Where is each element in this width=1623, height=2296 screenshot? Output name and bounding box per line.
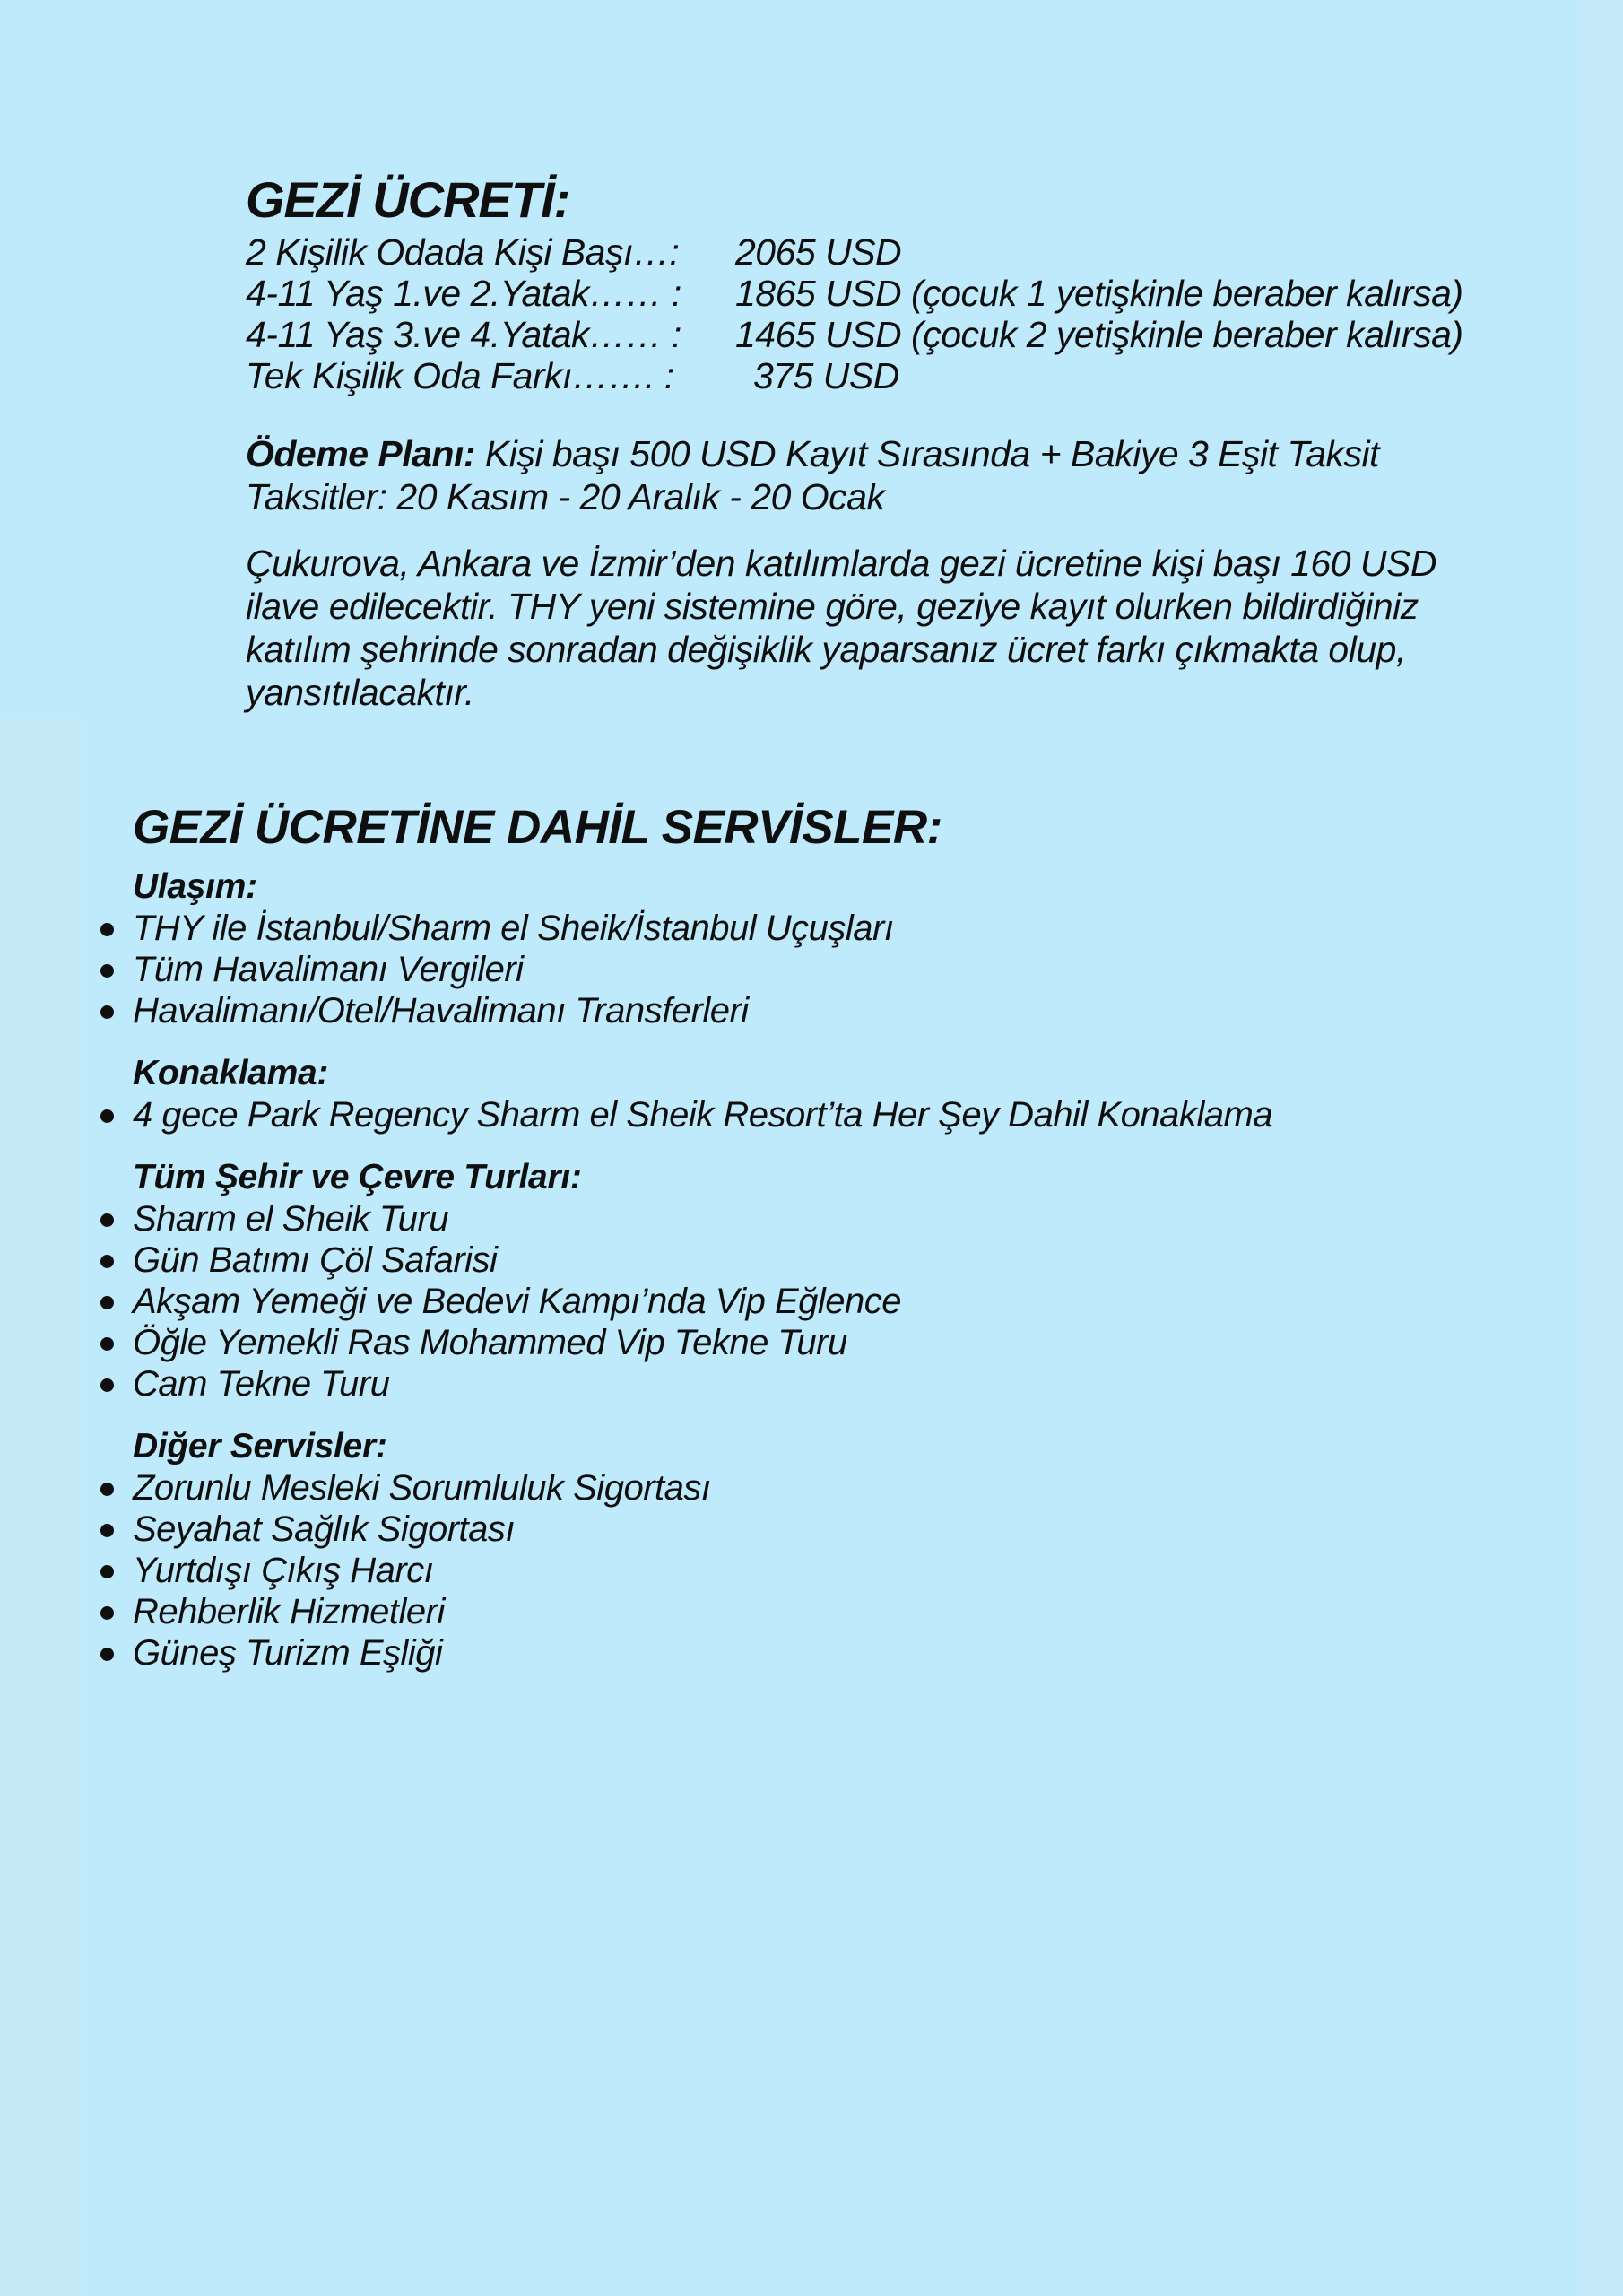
bullet-icon [100,1255,114,1268]
list-item [90,1094,1524,1135]
installments: Taksitler: 20 Kasım - 20 Aralık - 20 Ocak [246,476,885,517]
price-value: 1865 USD (çocuk 1 yetişkinle beraber kalırsa) [735,273,1463,314]
bullet-icon [100,1378,114,1392]
list-item-text: Sharm el Sheik Turu [133,1199,449,1239]
list-item [90,1550,1524,1591]
list-item-text: Rehberlik Hizmetleri [133,1592,445,1631]
services-title: GEZİ ÜCRETİNE DAHİL SERVİSLER: [133,801,942,854]
included-services-section [90,796,1524,1695]
list-item [90,1509,1524,1550]
list-item-text: Seyahat Sağlık Sigortası [133,1509,516,1549]
list-item [90,1198,1524,1239]
service-group-other [90,1426,1524,1674]
list-item-text: Havalimanı/Otel/Havalimanı Transferleri [133,991,749,1031]
list-item [90,908,1524,949]
service-group-tours [90,1157,1524,1405]
bullet-icon [100,1213,114,1227]
list-item-text: Cam Tekne Turu [133,1364,390,1404]
service-group-transport [90,866,1524,1031]
list-item-text: Güneş Turizm Eşliği [133,1633,443,1673]
note-line: ilave edilecektir. THY yeni sistemine göre, geziye kayıt olurken bildirdiğiniz [246,586,1419,627]
note-line: Çukurova, Ankara ve İzmir’den katılımlarda gezi ücretine kişi başı 160 USD [246,543,1436,584]
bullet-icon [100,1565,114,1578]
list-item [90,1591,1524,1632]
list-item-text: Öğle Yemekli Ras Mohammed Vip Tekne Turu [133,1323,847,1362]
payment-plan [246,432,1591,475]
payment-plan-label: Ödeme Planı: [246,433,476,474]
service-list [90,1094,1524,1135]
list-item [90,1467,1524,1509]
service-list [90,908,1524,1031]
price-title: GEZİ ÜCRETİ: [246,171,570,228]
list-item-text: Tüm Havalimanı Vergileri [133,950,524,989]
list-item-text: Akşam Yemeği ve Bedevi Kampı’nda Vip Eğlence [133,1282,902,1321]
list-item [90,1322,1524,1363]
list-item-text: Gün Batımı Çöl Safarisi [133,1240,498,1280]
note-line: yansıtılacaktır. [246,672,474,713]
bullet-icon [100,1109,114,1123]
bullet-icon [100,1648,114,1661]
list-item-text: Yurtdışı Çıkış Harcı [133,1551,434,1590]
payment-plan-text: Kişi başı 500 USD Kayıt Sırasında + Bakiye 3 Eşit Taksit [484,433,1380,474]
price-section [246,170,1591,714]
list-item [90,1363,1524,1405]
bullet-icon [100,1005,114,1019]
group-title: Tüm Şehir ve Çevre Turları: [133,1158,582,1196]
price-row [246,355,1591,396]
price-label: 4-11 Yaş 3.ve 4.Yatak…… : [246,314,681,355]
price-row [246,231,1591,273]
bullet-icon [100,964,114,978]
group-title: Diğer Servisler: [133,1427,387,1465]
price-label: Tek Kişilik Oda Farkı……. : [246,355,674,396]
list-item [90,1281,1524,1322]
price-row [246,273,1591,314]
bullet-icon [100,1483,114,1496]
price-value: 375 USD [753,355,899,396]
departure-city-note [246,542,1537,714]
service-list [90,1467,1524,1674]
bullet-icon [100,923,114,936]
service-group-accommodation [90,1053,1524,1135]
group-title: Ulaşım: [133,867,257,906]
service-list [90,1198,1524,1405]
price-value: 2065 USD [735,231,902,273]
price-label: 4-11 Yaş 1.ve 2.Yatak…… : [246,273,681,314]
bullet-icon [100,1524,114,1537]
price-value: 1465 USD (çocuk 2 yetişkinle beraber kalırsa) [735,314,1463,355]
background-strip-left [0,718,82,2296]
list-item-text: 4 gece Park Regency Sharm el Sheik Resort’ta Her Şey Dahil Konaklama [133,1095,1273,1135]
bullet-icon [100,1296,114,1309]
note-line: katılım şehrinde sonradan değişiklik yaparsanız ücret farkı çıkmakta olup, [246,629,1406,670]
list-item [90,1239,1524,1281]
list-item [90,949,1524,990]
price-label: 2 Kişilik Odada Kişi Başı…: [246,231,680,273]
price-row [246,314,1591,355]
bullet-icon [100,1606,114,1620]
list-item-text: Zorunlu Mesleki Sorumluluk Sigortası [133,1468,711,1508]
list-item-text: THY ile İstanbul/Sharm el Sheik/İstanbul Uçuşları [133,909,894,948]
group-title: Konaklama: [133,1054,329,1092]
list-item [90,1632,1524,1674]
list-item [90,990,1524,1031]
bullet-icon [100,1337,114,1351]
